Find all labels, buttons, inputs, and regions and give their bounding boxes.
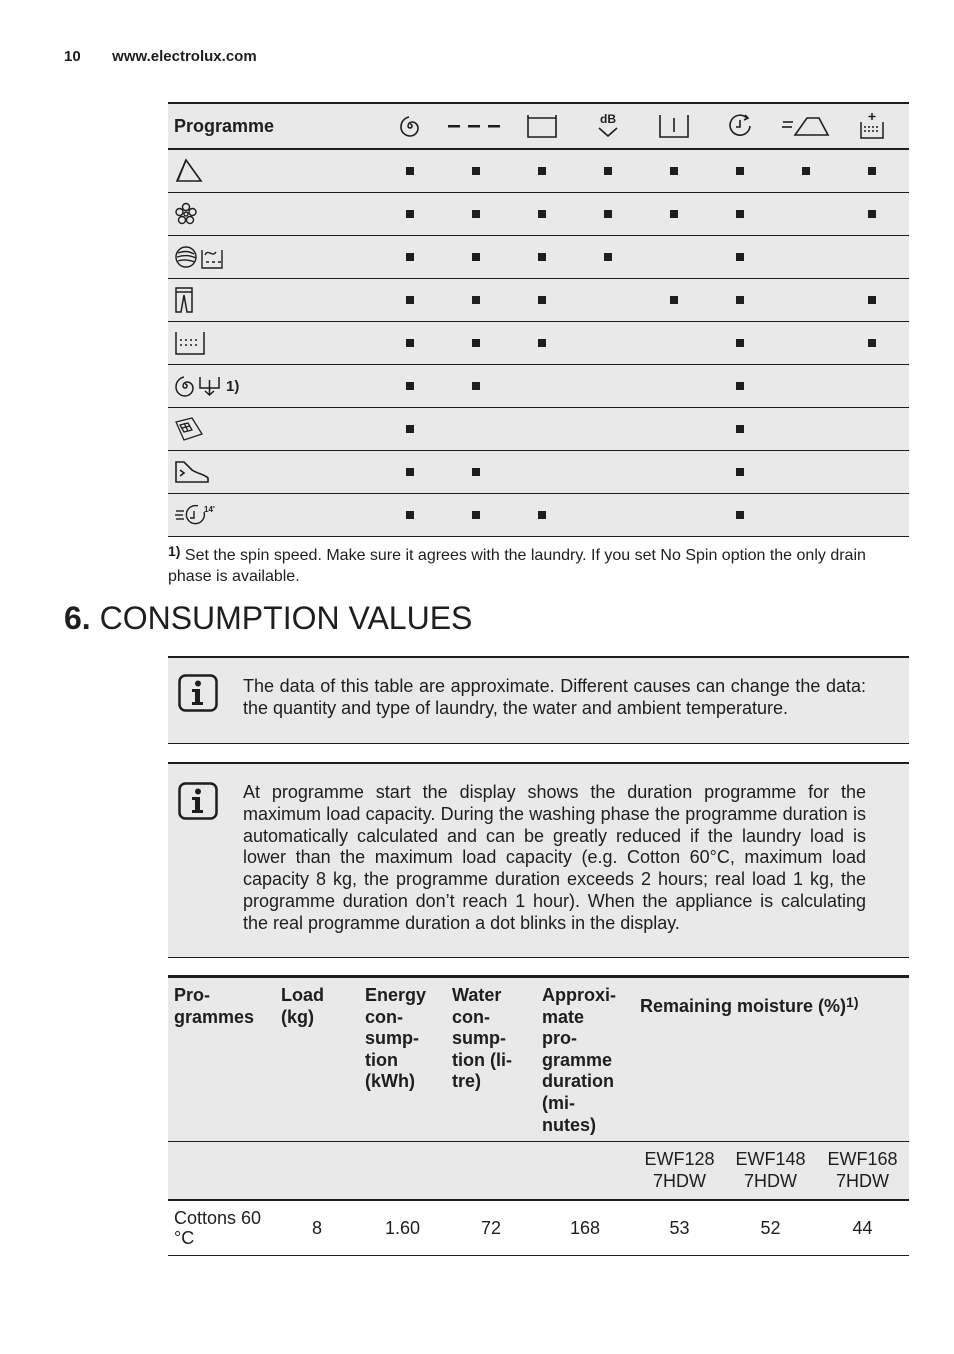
square-mark-icon: [868, 339, 876, 347]
option-available-mark: [641, 210, 707, 218]
option-available-mark: [707, 339, 773, 347]
duvet-icon: [174, 416, 204, 442]
extra-rinse-icon: [839, 112, 905, 140]
model-ewf168: EWF168 7HDW: [827, 1149, 898, 1191]
option-available-mark: [839, 210, 905, 218]
wool-hand-wash-icon: [174, 244, 224, 270]
load-value: 8: [311, 1218, 322, 1238]
option-available-mark: [377, 425, 443, 433]
db-night-icon: [575, 112, 641, 140]
programme-cell: [168, 460, 377, 484]
option-available-mark: [443, 339, 509, 347]
square-mark-icon: [670, 210, 678, 218]
time-save-icon: [707, 113, 773, 139]
info-icon: [178, 674, 218, 717]
spin-drain-icon: [174, 374, 222, 398]
footnote-ref: 1): [226, 377, 240, 395]
square-mark-icon: [868, 210, 876, 218]
option-available-mark: [443, 468, 509, 476]
option-available-mark: [443, 296, 509, 304]
square-mark-icon: [538, 339, 546, 347]
svg-text:dB: dB: [600, 112, 616, 126]
info-text-approximate: The data of this table are approximate. Different causes can change the data: the quantity and type of laundry, the water and ambient temperature.: [243, 676, 866, 718]
option-available-mark: [377, 296, 443, 304]
square-mark-icon: [868, 296, 876, 304]
option-available-mark: [377, 511, 443, 519]
square-mark-icon: [472, 167, 480, 175]
option-available-mark: [707, 468, 773, 476]
options-table-header: [168, 104, 909, 150]
moisture-ewf168: 44: [852, 1218, 873, 1238]
square-mark-icon: [802, 167, 810, 175]
square-mark-icon: [736, 210, 744, 218]
page-header: [64, 48, 257, 65]
option-available-mark: [707, 511, 773, 519]
info-box-approximate: [168, 656, 909, 744]
table-row: [168, 408, 909, 451]
header-programmes: Pro- grammes: [174, 985, 255, 1027]
option-available-mark: [707, 253, 773, 261]
option-available-mark: [839, 339, 905, 347]
option-available-mark: [575, 167, 641, 175]
square-mark-icon: [736, 511, 744, 519]
option-available-mark: [443, 253, 509, 261]
programme-cell: [168, 287, 377, 313]
square-mark-icon: [406, 339, 414, 347]
option-available-mark: [509, 167, 575, 175]
option-available-mark: [641, 167, 707, 175]
header-remaining-moisture: [634, 978, 909, 1141]
option-available-mark: [707, 382, 773, 390]
square-mark-icon: [406, 253, 414, 261]
table-row: [168, 279, 909, 322]
sport-shoe-icon: [174, 460, 210, 484]
svg-text:14': 14': [204, 505, 215, 514]
square-mark-icon: [406, 511, 414, 519]
square-mark-icon: [736, 382, 744, 390]
consumption-table: [168, 975, 909, 1256]
square-mark-icon: [736, 253, 744, 261]
table-row: [168, 193, 909, 236]
option-available-mark: [839, 296, 905, 304]
moisture-ewf128: 53: [669, 1218, 690, 1238]
square-mark-icon: [604, 253, 612, 261]
option-available-mark: [575, 210, 641, 218]
square-mark-icon: [406, 210, 414, 218]
option-available-mark: [839, 167, 905, 175]
website-url: www.electrolux.com: [112, 48, 257, 65]
prewash-tub-icon: [509, 114, 575, 138]
option-available-mark: [443, 210, 509, 218]
model-ewf148: EWF148 7HDW: [735, 1149, 806, 1191]
square-mark-icon: [472, 339, 480, 347]
table-row: [168, 236, 909, 279]
spin-icon: [377, 114, 443, 138]
table-row: [168, 1200, 909, 1256]
programme-cell: [168, 503, 377, 527]
table-row: [168, 322, 909, 365]
consumption-table-header: [168, 978, 909, 1142]
easy-iron-icon: [773, 115, 839, 137]
option-available-mark: [509, 339, 575, 347]
programme-name: Cottons 60 °C: [174, 1208, 262, 1248]
square-mark-icon: [472, 253, 480, 261]
square-mark-icon: [406, 296, 414, 304]
square-mark-icon: [670, 167, 678, 175]
square-mark-icon: [472, 468, 480, 476]
option-available-mark: [707, 210, 773, 218]
section-heading: CONSUMPTION VALUES: [99, 600, 473, 636]
programme-cell: [168, 374, 377, 398]
square-mark-icon: [736, 167, 744, 175]
footnote-text: Set the spin speed. Make sure it agrees with the laundry. If you set No Spin option the only drain phase is available.: [168, 547, 866, 585]
square-mark-icon: [472, 382, 480, 390]
quick-14-icon: [174, 503, 220, 527]
header-water: Water con- sump- tion (li- tre): [452, 985, 512, 1092]
info-box-duration: [168, 762, 909, 958]
model-header-row: [168, 1142, 909, 1200]
square-mark-icon: [736, 339, 744, 347]
square-mark-icon: [538, 253, 546, 261]
programme-cell: [168, 202, 377, 226]
square-mark-icon: [406, 382, 414, 390]
options-footnote: [168, 541, 908, 587]
option-available-mark: [575, 253, 641, 261]
option-available-mark: [509, 253, 575, 261]
square-mark-icon: [538, 296, 546, 304]
info-text-duration: At programme start the display shows the duration programme for the maximum load capacity. During the washing phase the programme duration is automatically calculated and can be greatly reduced if the laundry load is lower than the maximum load capacity (e.g. Cotton 60°C, maximum load capacity 8 kg, the programme duration exceeds 2 hours; real load 1 kg, the programme duration don’t reach 1 hour). When the appliance is calculating the real programme duration a dot blinks in the display.: [243, 782, 866, 933]
option-available-mark: [443, 511, 509, 519]
programme-cell: [168, 244, 377, 270]
page-number: 10: [64, 48, 81, 65]
programme-header: Programme: [174, 115, 275, 136]
square-mark-icon: [406, 425, 414, 433]
option-available-mark: [443, 382, 509, 390]
programme-cell: [168, 330, 377, 356]
header-load: Load (kg): [281, 985, 324, 1027]
square-mark-icon: [604, 167, 612, 175]
table-row: [168, 150, 909, 193]
square-mark-icon: [604, 210, 612, 218]
option-available-mark: [377, 210, 443, 218]
section-number: 6.: [64, 600, 91, 636]
moisture-label: Remaining moisture (%): [640, 996, 847, 1016]
square-mark-icon: [406, 468, 414, 476]
footnote-marker: 1): [168, 543, 181, 559]
square-mark-icon: [472, 296, 480, 304]
option-available-mark: [443, 167, 509, 175]
square-mark-icon: [538, 167, 546, 175]
option-available-mark: [707, 425, 773, 433]
header-energy: Energy con- sump- tion (kWh): [365, 985, 427, 1092]
square-mark-icon: [736, 425, 744, 433]
table-row: [168, 365, 909, 408]
option-available-mark: [377, 253, 443, 261]
option-available-mark: [377, 468, 443, 476]
delicates-flower-icon: [174, 202, 198, 226]
section-title: [64, 600, 472, 637]
option-available-mark: [509, 511, 575, 519]
option-available-mark: [707, 296, 773, 304]
option-available-mark: [377, 339, 443, 347]
table-row: [168, 494, 909, 537]
info-icon: [178, 782, 218, 825]
square-mark-icon: [736, 468, 744, 476]
rinse-dashes-icon: [443, 122, 509, 130]
square-mark-icon: [868, 167, 876, 175]
square-mark-icon: [406, 167, 414, 175]
jeans-icon: [174, 287, 194, 313]
option-available-mark: [377, 382, 443, 390]
option-available-mark: [509, 210, 575, 218]
programme-cell: [168, 158, 377, 184]
synthetics-triangle-icon: [174, 158, 204, 184]
square-mark-icon: [670, 296, 678, 304]
rinse-tub-icon: [174, 330, 206, 356]
energy-value: 1.60: [384, 1218, 421, 1238]
options-table: [168, 102, 909, 537]
water-value: 72: [480, 1218, 502, 1238]
programme-cell: [168, 416, 377, 442]
option-available-mark: [707, 167, 773, 175]
square-mark-icon: [538, 511, 546, 519]
duration-value: 168: [569, 1218, 601, 1238]
option-available-mark: [641, 296, 707, 304]
model-ewf128: EWF128 7HDW: [644, 1149, 715, 1191]
table-row: [168, 451, 909, 494]
square-mark-icon: [472, 210, 480, 218]
square-mark-icon: [472, 511, 480, 519]
option-available-mark: [773, 167, 839, 175]
header-duration: Approxi- mate pro- gramme duration (mi- nutes): [542, 985, 616, 1135]
square-mark-icon: [736, 296, 744, 304]
option-available-mark: [377, 167, 443, 175]
option-available-mark: [509, 296, 575, 304]
moisture-footnote-ref: 1): [846, 994, 859, 1010]
moisture-ewf148: 52: [760, 1218, 781, 1238]
square-mark-icon: [538, 210, 546, 218]
stain-tub-icon: [641, 114, 707, 138]
